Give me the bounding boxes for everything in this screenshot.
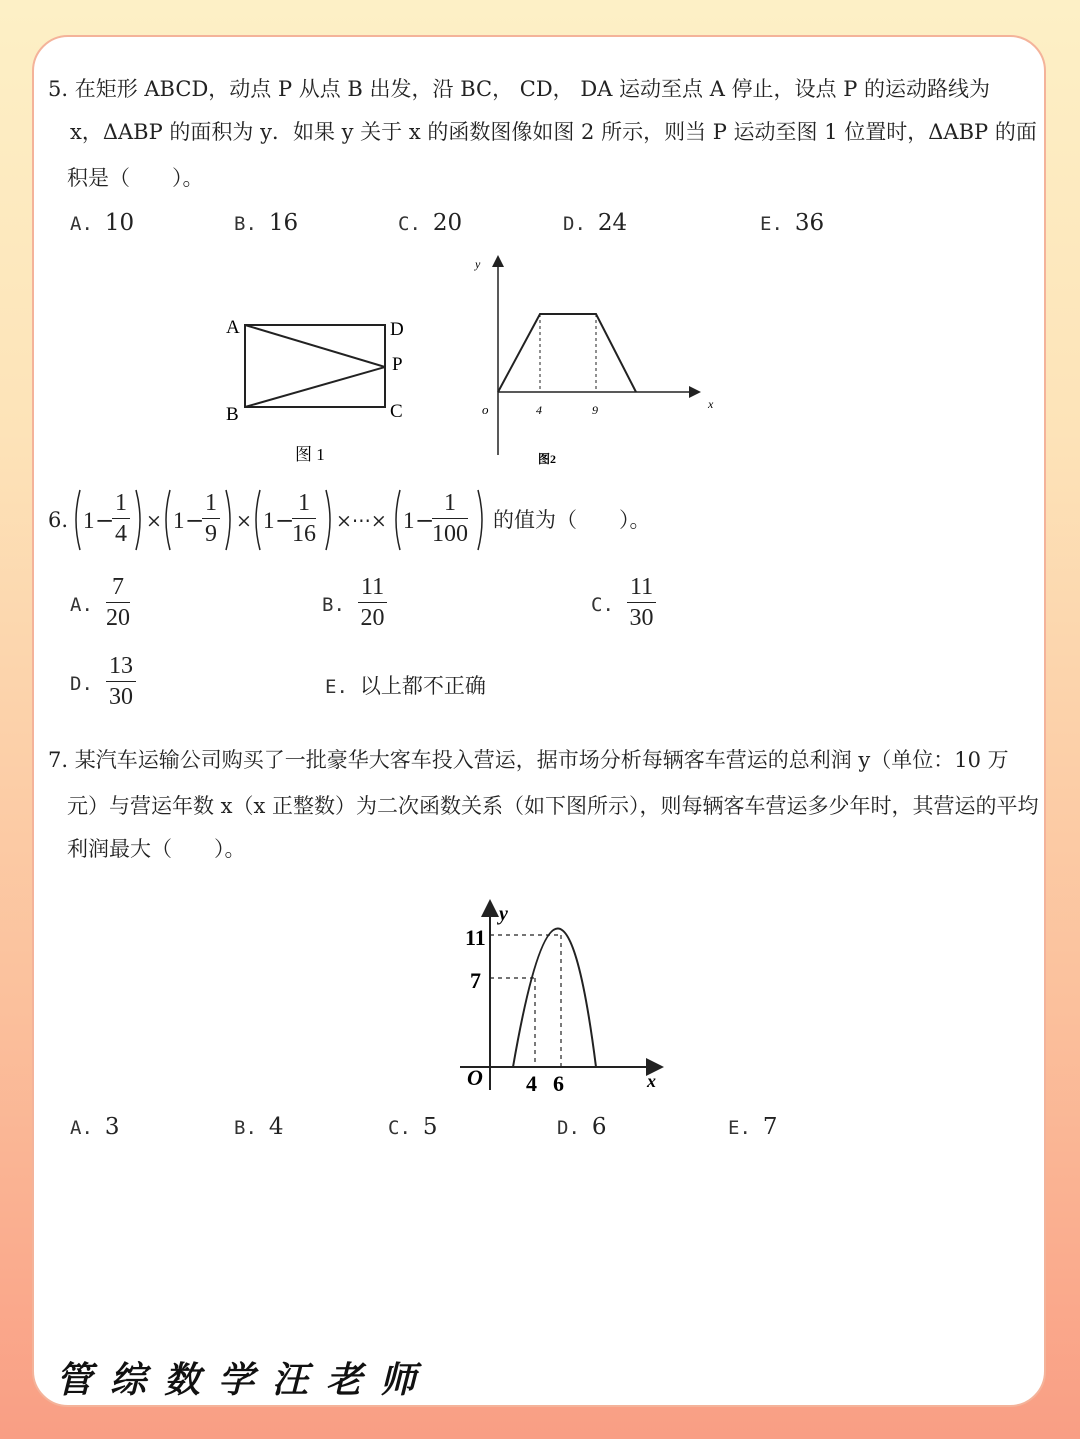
x-axis-label: x <box>647 1071 656 1091</box>
q7-line1: 7. 某汽车运输公司购买了一批豪华大客车投入营运，据市场分析每辆客车营运的总利润 y（单位：10 万 <box>48 748 1009 772</box>
q7-option-c[interactable] <box>388 1114 438 1140</box>
q5-option-a[interactable] <box>70 210 134 236</box>
q7-parabola-graph <box>455 895 675 1100</box>
option-label: C. <box>591 594 614 616</box>
one-1: 1 <box>83 508 95 533</box>
tick-7: 7 <box>470 968 481 993</box>
option-label: C. <box>388 1117 411 1139</box>
q6-option-e[interactable] <box>325 670 486 700</box>
one-3: 1 <box>263 508 275 533</box>
fraction-11-over-20: 11 20 <box>358 572 387 633</box>
label-p: P <box>392 354 403 375</box>
tick-6: 6 <box>553 1071 564 1096</box>
q5-line3: 积是（ ）。 <box>67 166 204 190</box>
paren-right-4 <box>476 488 486 552</box>
option-value: 20 <box>432 210 463 236</box>
author-signature: 管综数学汪老师 <box>56 1359 435 1401</box>
q7-option-d[interactable] <box>557 1114 607 1140</box>
y-axis-label: y <box>499 903 508 925</box>
option-label: D. <box>557 1117 580 1139</box>
q7-option-a[interactable] <box>70 1114 120 1140</box>
paren-left-4 <box>392 488 402 552</box>
option-label: C. <box>398 213 421 235</box>
fraction-11-over-30: 11 30 <box>627 572 656 633</box>
q5-option-c[interactable] <box>398 210 462 236</box>
tick-4: 4 <box>526 1071 537 1096</box>
x-axis-label: x <box>708 397 714 411</box>
option-label: B. <box>322 594 345 616</box>
q7-option-e[interactable] <box>728 1114 778 1140</box>
minus-3: − <box>275 508 295 534</box>
option-label: D. <box>563 213 586 235</box>
minus-1: − <box>95 508 115 534</box>
fraction-1-over-16: 1 16 <box>292 490 316 547</box>
label-b: B <box>226 404 239 425</box>
label-a: A <box>226 317 240 338</box>
fraction-1-over-9: 1 9 <box>202 488 220 549</box>
option-value: 10 <box>104 210 135 236</box>
q7-option-b[interactable] <box>234 1114 284 1140</box>
q7-line3: 利润最大（ ）。 <box>67 837 246 861</box>
q6-tail-text: 的值为（ ）。 <box>493 508 651 532</box>
times-dots: ×⋯× <box>336 510 387 532</box>
y-axis-label: y <box>475 257 481 271</box>
figure-2-graph <box>470 250 730 470</box>
fraction-13-over-30: 13 30 <box>106 651 136 712</box>
minus-4: − <box>415 508 435 534</box>
origin-label: o <box>482 402 489 417</box>
q5-option-e[interactable] <box>760 210 824 236</box>
option-label: E. <box>325 676 348 698</box>
tick-9: 9 <box>592 403 598 417</box>
paren-right-2 <box>224 488 234 552</box>
fraction-1-over-4: 1 4 <box>112 488 130 549</box>
parabola-curve <box>513 929 596 1068</box>
q5-line1: 5. 在矩形 ABCD，动点 P 从点 B 出发，沿 BC， CD， DA 运动至点 A 停止，设点 P 的运动路线为 <box>48 77 991 101</box>
times-2: × <box>236 510 252 532</box>
figure-1-caption: 图 1 <box>295 445 325 464</box>
origin-label: O <box>467 1065 483 1090</box>
q5-option-b[interactable] <box>234 210 298 236</box>
label-c: C <box>390 401 403 422</box>
paren-right-3 <box>324 488 334 552</box>
content-card <box>32 35 1046 1407</box>
option-value: 7 <box>762 1114 778 1140</box>
tick-4: 4 <box>536 403 542 417</box>
one-2: 1 <box>173 508 185 533</box>
figure-2-caption: 图2 <box>538 452 557 466</box>
option-label: B. <box>234 213 257 235</box>
option-label: A. <box>70 1117 93 1139</box>
option-text: 以上都不正确 <box>359 674 486 698</box>
option-value: 6 <box>591 1114 607 1140</box>
times-1: × <box>146 510 162 532</box>
paren-left-1 <box>72 488 82 552</box>
paren-left-3 <box>252 488 262 552</box>
option-value: 16 <box>268 210 299 236</box>
fraction-7-over-20: 7 20 <box>106 574 130 631</box>
option-value: 3 <box>104 1114 120 1140</box>
fraction-1-over-100: 1 100 <box>432 490 468 547</box>
figure-1-rectangle <box>215 310 415 470</box>
q6-number: 6. <box>48 508 69 532</box>
segment-ap <box>245 325 385 367</box>
option-label: E. <box>760 213 783 235</box>
q5-option-d[interactable] <box>563 210 627 236</box>
rectangle-abcd <box>245 325 385 407</box>
trapezoid-curve <box>498 314 636 392</box>
paren-left-2 <box>162 488 172 552</box>
q7-line2: 元）与营运年数 x（x 正整数）为二次函数关系（如下图所示），则每辆客车营运多少年时，其营运的平均 <box>67 794 1039 818</box>
option-label: B. <box>234 1117 257 1139</box>
paren-right-1 <box>134 488 144 552</box>
q6-expression <box>72 488 492 554</box>
option-value: 5 <box>422 1114 438 1140</box>
option-label: E. <box>728 1117 751 1139</box>
one-4: 1 <box>403 508 415 533</box>
option-label: A. <box>70 594 93 616</box>
tick-11: 11 <box>465 925 486 950</box>
label-d: D <box>390 319 404 340</box>
option-label: A. <box>70 213 93 235</box>
segment-bp <box>245 367 385 407</box>
option-value: 36 <box>794 210 825 236</box>
option-value: 24 <box>597 210 628 236</box>
option-label: D. <box>70 673 93 695</box>
q5-line2: x，ΔABP 的面积为 y．如果 y 关于 x 的函数图像如图 2 所示，则当 P 运动至图 1 位置时，ΔABP 的面 <box>70 120 1037 144</box>
option-value: 4 <box>268 1114 284 1140</box>
minus-2: − <box>185 508 205 534</box>
